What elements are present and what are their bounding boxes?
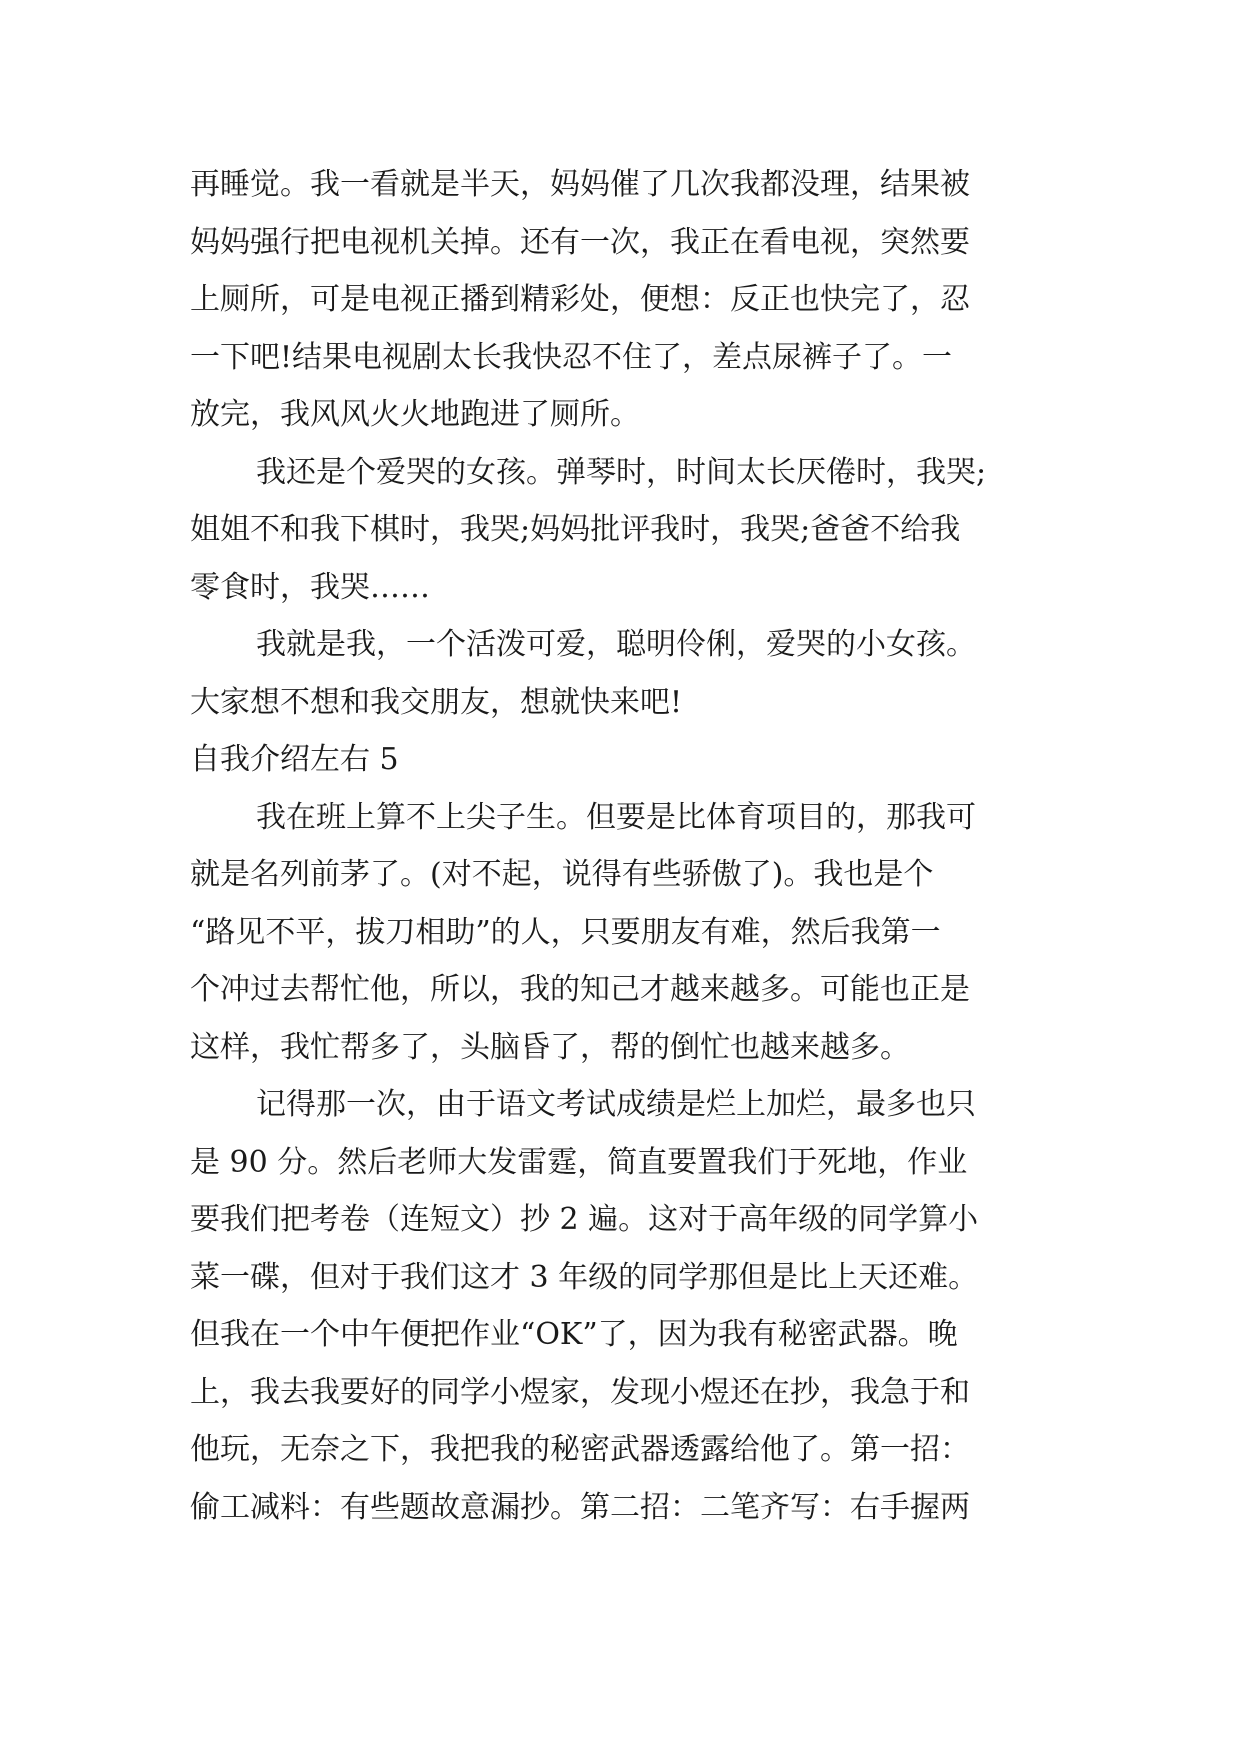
text-line: 要我们把考卷（连短文）抄 2 遍。这对于高年级的同学算小 <box>190 1202 979 1237</box>
paragraph-start-line: 我在班上算不上尖子生。但要是比体育项目的，那我可 <box>256 799 976 835</box>
text-line: “路见不平，拔刀相助”的人，只要朋友有难，然后我第一 <box>190 914 941 950</box>
paragraph-start-line: 记得那一次，由于语文考试成绩是烂上加烂，最多也只 <box>256 1087 976 1122</box>
text-line: 上厕所，可是电视正播到精彩处，便想：反正也快完了，忍 <box>190 282 970 317</box>
text-line: 再睡觉。我一看就是半天，妈妈催了几次我都没理，结果被 <box>190 167 970 202</box>
text-line: 是 90 分。然后老师大发雷霆，简直要置我们于死地，作业 <box>190 1144 968 1180</box>
document-body <box>190 156 1070 1536</box>
text-line: 上，我去我要好的同学小煜家，发现小煜还在抄，我急于和 <box>190 1374 970 1410</box>
text-line: 一下吧!结果电视剧太长我快忍不住了，差点尿裤子了。一 <box>190 339 953 375</box>
text-line: 他玩，无奈之下，我把我的秘密武器透露给他了。第一招： <box>190 1432 970 1467</box>
section-heading: 自我介绍左右 5 <box>190 742 399 777</box>
paragraph-start-line: 我还是个爱哭的女孩。弹琴时，时间太长厌倦时，我哭; <box>256 454 987 490</box>
text-line: 姐姐不和我下棋时，我哭;妈妈批评我时，我哭;爸爸不给我 <box>190 512 961 547</box>
text-line: 放完，我风风火火地跑进了厕所。 <box>190 397 640 432</box>
text-line: 这样，我忙帮多了，头脑昏了，帮的倒忙也越来越多。 <box>190 1029 910 1065</box>
text-line: 就是名列前茅了。(对不起，说得有些骄傲了)。我也是个 <box>190 857 934 892</box>
paragraph-start-line: 我就是我，一个活泼可爱，聪明伶俐，爱哭的小女孩。 <box>256 627 976 662</box>
text-line: 妈妈强行把电视机关掉。还有一次，我正在看电视，突然要 <box>190 224 970 260</box>
text-line: 零食时，我哭…… <box>190 569 430 605</box>
text-line: 但我在一个中午便把作业“OK”了，因为我有秘密武器。晚 <box>190 1317 958 1352</box>
text-line: 菜一碟，但对于我们这才 3 年级的同学那但是比上天还难。 <box>190 1259 979 1295</box>
text-line: 偷工减料：有些题故意漏抄。第二招：二笔齐写：右手握两 <box>190 1489 970 1525</box>
text-line: 大家想不想和我交朋友，想就快来吧! <box>190 684 683 720</box>
text-line: 个冲过去帮忙他，所以，我的知己才越来越多。可能也正是 <box>190 972 970 1007</box>
